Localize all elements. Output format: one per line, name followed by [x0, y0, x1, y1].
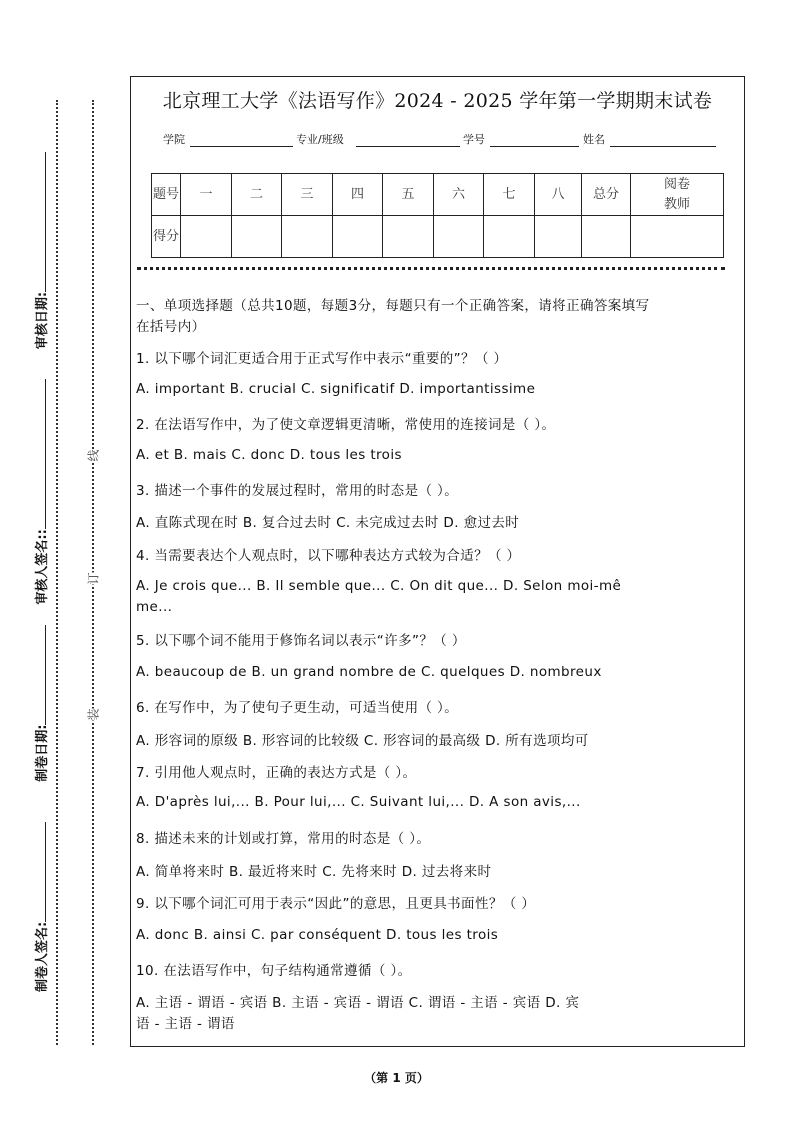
- question-text: 1. 以下哪个词汇更适合用于正式写作中表示“重要的”？（ ）: [136, 351, 508, 367]
- review-date-label: 审核日期:: [35, 291, 50, 350]
- dotted-separator: [137, 267, 725, 270]
- score-cell-grader[interactable]: [631, 216, 724, 258]
- question-text: 7. 引用他人观点时，正确的表达方式是（ ）。: [136, 765, 417, 781]
- score-cell[interactable]: [383, 216, 434, 258]
- field-label-name: 姓名: [583, 133, 605, 146]
- col-header-total: 总分: [582, 174, 631, 216]
- prepare-date-label: 制卷日期:: [35, 724, 50, 782]
- col-header: 八: [535, 174, 582, 216]
- answer-options: A. Je crois que... B. Il semble que... C. On dit que... D. Selon moi-mê: [136, 578, 622, 594]
- score-cell[interactable]: [282, 216, 333, 258]
- col-header: 二: [232, 174, 282, 216]
- preparer-signature-label: 制卷人签名:: [35, 921, 50, 992]
- preparer-signature-field[interactable]: [45, 822, 46, 922]
- score-cell[interactable]: [484, 216, 535, 258]
- question-text: 3. 描述一个事件的发展过程时，常用的时态是（ ）。: [136, 483, 459, 499]
- answer-options: 语 - 主语 - 谓语: [136, 1016, 235, 1032]
- col-header: 七: [484, 174, 535, 216]
- question-text: 10. 在法语写作中，句子结构通常遵循（ ）。: [136, 963, 412, 979]
- question-text: 2. 在法语写作中，为了使文章逻辑更清晰，常使用的连接词是（ ）。: [136, 417, 556, 433]
- score-table: [151, 173, 724, 258]
- binding-signature-strip: [30, 132, 50, 1012]
- score-cell[interactable]: [535, 216, 582, 258]
- col-header: 四: [333, 174, 383, 216]
- review-date-field[interactable]: [45, 152, 46, 292]
- answer-options: A. 直陈式现在时 B. 复合过去时 C. 未完成过去时 D. 愈过去时: [136, 515, 520, 531]
- question-text: 5. 以下哪个词不能用于修饰名词以表示“许多”？（ ）: [136, 633, 466, 649]
- col-header: 三: [282, 174, 333, 216]
- score-cell[interactable]: [434, 216, 484, 258]
- field-label-major-class: 专业/班级: [296, 133, 344, 146]
- field-label-college: 学院: [163, 133, 185, 146]
- prepare-date-field[interactable]: [45, 625, 46, 725]
- page-number: （第 1 页）: [364, 1071, 429, 1085]
- field-name[interactable]: [610, 146, 716, 147]
- question-text: 4. 当需要表达个人观点时，以下哪种表达方式较为合适？（ ）: [136, 548, 521, 564]
- col-header: 五: [383, 174, 434, 216]
- answer-options: me...: [136, 599, 173, 615]
- answer-options: A. important B. crucial C. significatif D. importantissime: [136, 381, 536, 397]
- row-label-question-number: 题号: [152, 174, 181, 216]
- score-table-header-row: [152, 174, 724, 216]
- question-text: 6. 在写作中，为了使句子更生动，可适当使用（ ）。: [136, 700, 459, 716]
- question-text: 9. 以下哪个词汇可用于表示“因此”的意思，且更具书面性？（ ）: [136, 896, 536, 912]
- reviewer-signature-label: 审核人签名::: [35, 529, 50, 605]
- col-header: 六: [434, 174, 484, 216]
- cut-mark-ding: 订: [86, 572, 101, 585]
- score-cell[interactable]: [232, 216, 282, 258]
- answer-options: A. beaucoup de B. un grand nombre de C. quelques D. nombreux: [136, 664, 602, 680]
- answer-options: A. 主语 - 谓语 - 宾语 B. 主语 - 宾语 - 谓语 C. 谓语 - 主语 - 宾语 D. 宾: [136, 995, 580, 1011]
- cut-mark-xian: 线: [86, 449, 101, 462]
- col-header: 一: [181, 174, 232, 216]
- exam-title: 北京理工大学《法语写作》2024 - 2025 学年第一学期期末试卷: [162, 90, 713, 112]
- cut-mark-zhuang: 装: [86, 708, 101, 721]
- score-cell[interactable]: [181, 216, 232, 258]
- binding-dotted-line-outer: [56, 100, 58, 1045]
- answer-options: A. 简单将来时 B. 最近将来时 C. 先将来时 D. 过去将来时: [136, 864, 492, 880]
- field-major-class[interactable]: [356, 146, 460, 147]
- answer-options: A. et B. mais C. donc D. tous les trois: [136, 447, 402, 463]
- answer-options: A. 形容词的原级 B. 形容词的比较级 C. 形容词的最高级 D. 所有选项均可: [136, 733, 589, 749]
- row-label-score: 得分: [152, 216, 181, 258]
- col-header-grader: 阅卷教师: [631, 174, 724, 216]
- answer-options: A. donc B. ainsi C. par conséquent D. tous les trois: [136, 927, 499, 943]
- score-table-score-row: [152, 216, 724, 258]
- section-heading: 在括号内）: [136, 319, 206, 335]
- reviewer-signature-field[interactable]: [45, 379, 46, 529]
- answer-options: A. D'après lui,... B. Pour lui,... C. Suivant lui,... D. A son avis,...: [136, 794, 581, 810]
- field-label-student-id: 学号: [463, 133, 485, 146]
- field-college[interactable]: [190, 146, 293, 147]
- question-text: 8. 描述未来的计划或打算，常用的时态是（ ）。: [136, 831, 431, 847]
- score-cell-total[interactable]: [582, 216, 631, 258]
- field-student-id[interactable]: [490, 146, 579, 147]
- section-heading: 一、单项选择题（总共10题，每题3分，每题只有一个正确答案，请将正确答案填写: [136, 298, 650, 314]
- score-cell[interactable]: [333, 216, 383, 258]
